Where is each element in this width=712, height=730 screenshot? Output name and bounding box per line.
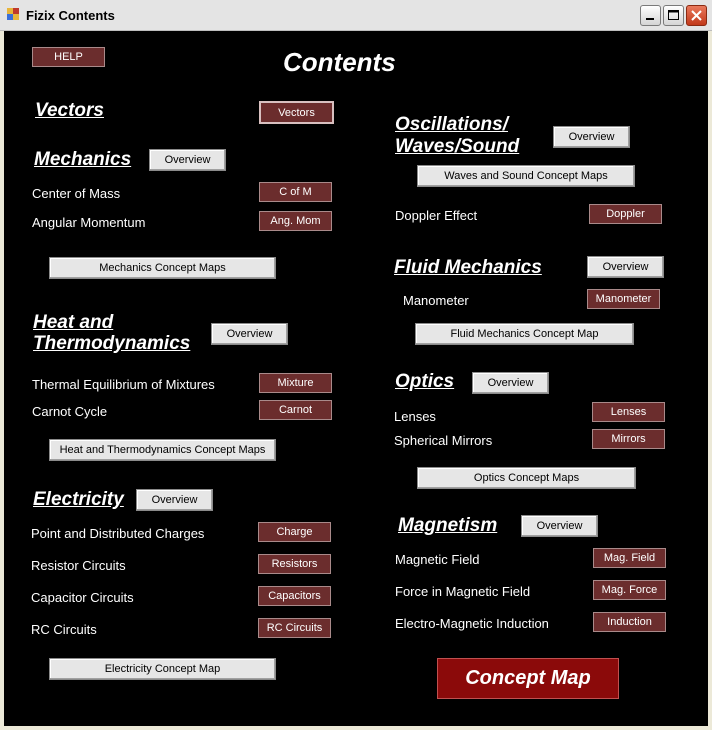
- rc-circuits-button[interactable]: RC Circuits: [258, 618, 331, 638]
- center-of-mass-label: Center of Mass: [32, 186, 121, 201]
- em-induction-label: Electro-Magnetic Induction: [395, 616, 549, 631]
- mag-force-button[interactable]: Mag. Force: [593, 580, 666, 600]
- optics-overview-button[interactable]: Overview: [472, 372, 549, 394]
- mechanics-heading: Mechanics: [34, 149, 132, 170]
- help-button[interactable]: HELP: [32, 47, 105, 67]
- spherical-mirrors-label: Spherical Mirrors: [394, 433, 493, 448]
- mirrors-button[interactable]: Mirrors: [592, 429, 665, 449]
- carnot-button[interactable]: Carnot: [259, 400, 332, 420]
- oscillations-overview-button[interactable]: Overview: [553, 126, 630, 148]
- induction-button[interactable]: Induction: [593, 612, 666, 632]
- oscillations-heading-line2: Waves/Sound: [395, 136, 520, 157]
- vectors-heading: Vectors: [35, 100, 104, 121]
- window-title: Fizix Contents: [26, 8, 115, 23]
- optics-heading: Optics: [395, 371, 455, 392]
- electricity-heading: Electricity: [33, 489, 124, 510]
- resistor-circuits-label: Resistor Circuits: [31, 558, 126, 573]
- concept-map-button[interactable]: Concept Map: [437, 658, 619, 699]
- magnetism-overview-button[interactable]: Overview: [521, 515, 598, 537]
- heat-heading-line1: Heat and: [33, 312, 114, 333]
- resistors-button[interactable]: Resistors: [258, 554, 331, 574]
- optics-concept-maps-button[interactable]: Optics Concept Maps: [417, 467, 636, 489]
- mechanics-overview-button[interactable]: Overview: [149, 149, 226, 171]
- charge-button[interactable]: Charge: [258, 522, 331, 542]
- carnot-cycle-label: Carnot Cycle: [32, 404, 108, 419]
- fluid-overview-button[interactable]: Overview: [587, 256, 664, 278]
- mixture-button[interactable]: Mixture: [259, 373, 332, 393]
- rc-circuits-label: RC Circuits: [31, 622, 97, 637]
- heat-overview-button[interactable]: Overview: [211, 323, 288, 345]
- close-icon: [687, 6, 706, 25]
- oscillations-heading-line1: Oscillations/: [395, 114, 508, 135]
- doppler-button[interactable]: Doppler: [589, 204, 662, 224]
- c-of-m-button[interactable]: C of M: [259, 182, 332, 202]
- mechanics-concept-maps-button[interactable]: Mechanics Concept Maps: [49, 257, 276, 279]
- page-title: Contents: [283, 47, 396, 77]
- capacitor-circuits-label: Capacitor Circuits: [31, 590, 134, 605]
- vectors-button[interactable]: Vectors: [259, 101, 334, 124]
- electricity-concept-map-button[interactable]: Electricity Concept Map: [49, 658, 276, 680]
- heat-heading-line2: Thermodynamics: [33, 333, 191, 354]
- electricity-overview-button[interactable]: Overview: [136, 489, 213, 511]
- minimize-button[interactable]: [640, 5, 661, 26]
- manometer-button[interactable]: Manometer: [587, 289, 660, 309]
- close-button[interactable]: [686, 5, 707, 26]
- angular-momentum-label: Angular Momentum: [32, 215, 146, 230]
- manometer-label: Manometer: [403, 293, 469, 308]
- title-bar[interactable]: [0, 0, 712, 31]
- heat-concept-maps-button[interactable]: Heat and Thermodynamics Concept Maps: [49, 439, 276, 461]
- fluid-mechanics-heading: Fluid Mechanics: [394, 257, 542, 278]
- app-icon: [6, 7, 20, 21]
- point-charges-label: Point and Distributed Charges: [31, 526, 205, 541]
- fluid-concept-map-button[interactable]: Fluid Mechanics Concept Map: [415, 323, 634, 345]
- contents-panel: [4, 31, 708, 726]
- maximize-button[interactable]: [663, 5, 684, 26]
- maximize-icon: [664, 6, 683, 25]
- lenses-label: Lenses: [394, 409, 436, 424]
- magnetism-heading: Magnetism: [398, 515, 498, 536]
- lenses-button[interactable]: Lenses: [592, 402, 665, 422]
- capacitors-button[interactable]: Capacitors: [258, 586, 331, 606]
- minimize-icon: [641, 6, 660, 25]
- mag-field-button[interactable]: Mag. Field: [593, 548, 666, 568]
- ang-mom-button[interactable]: Ang. Mom: [259, 211, 332, 231]
- magnetic-field-label: Magnetic Field: [395, 552, 480, 567]
- force-magnetic-field-label: Force in Magnetic Field: [395, 584, 531, 599]
- thermal-equilibrium-label: Thermal Equilibrium of Mixtures: [32, 377, 215, 392]
- waves-sound-concept-maps-button[interactable]: Waves and Sound Concept Maps: [417, 165, 635, 187]
- doppler-effect-label: Doppler Effect: [395, 208, 478, 223]
